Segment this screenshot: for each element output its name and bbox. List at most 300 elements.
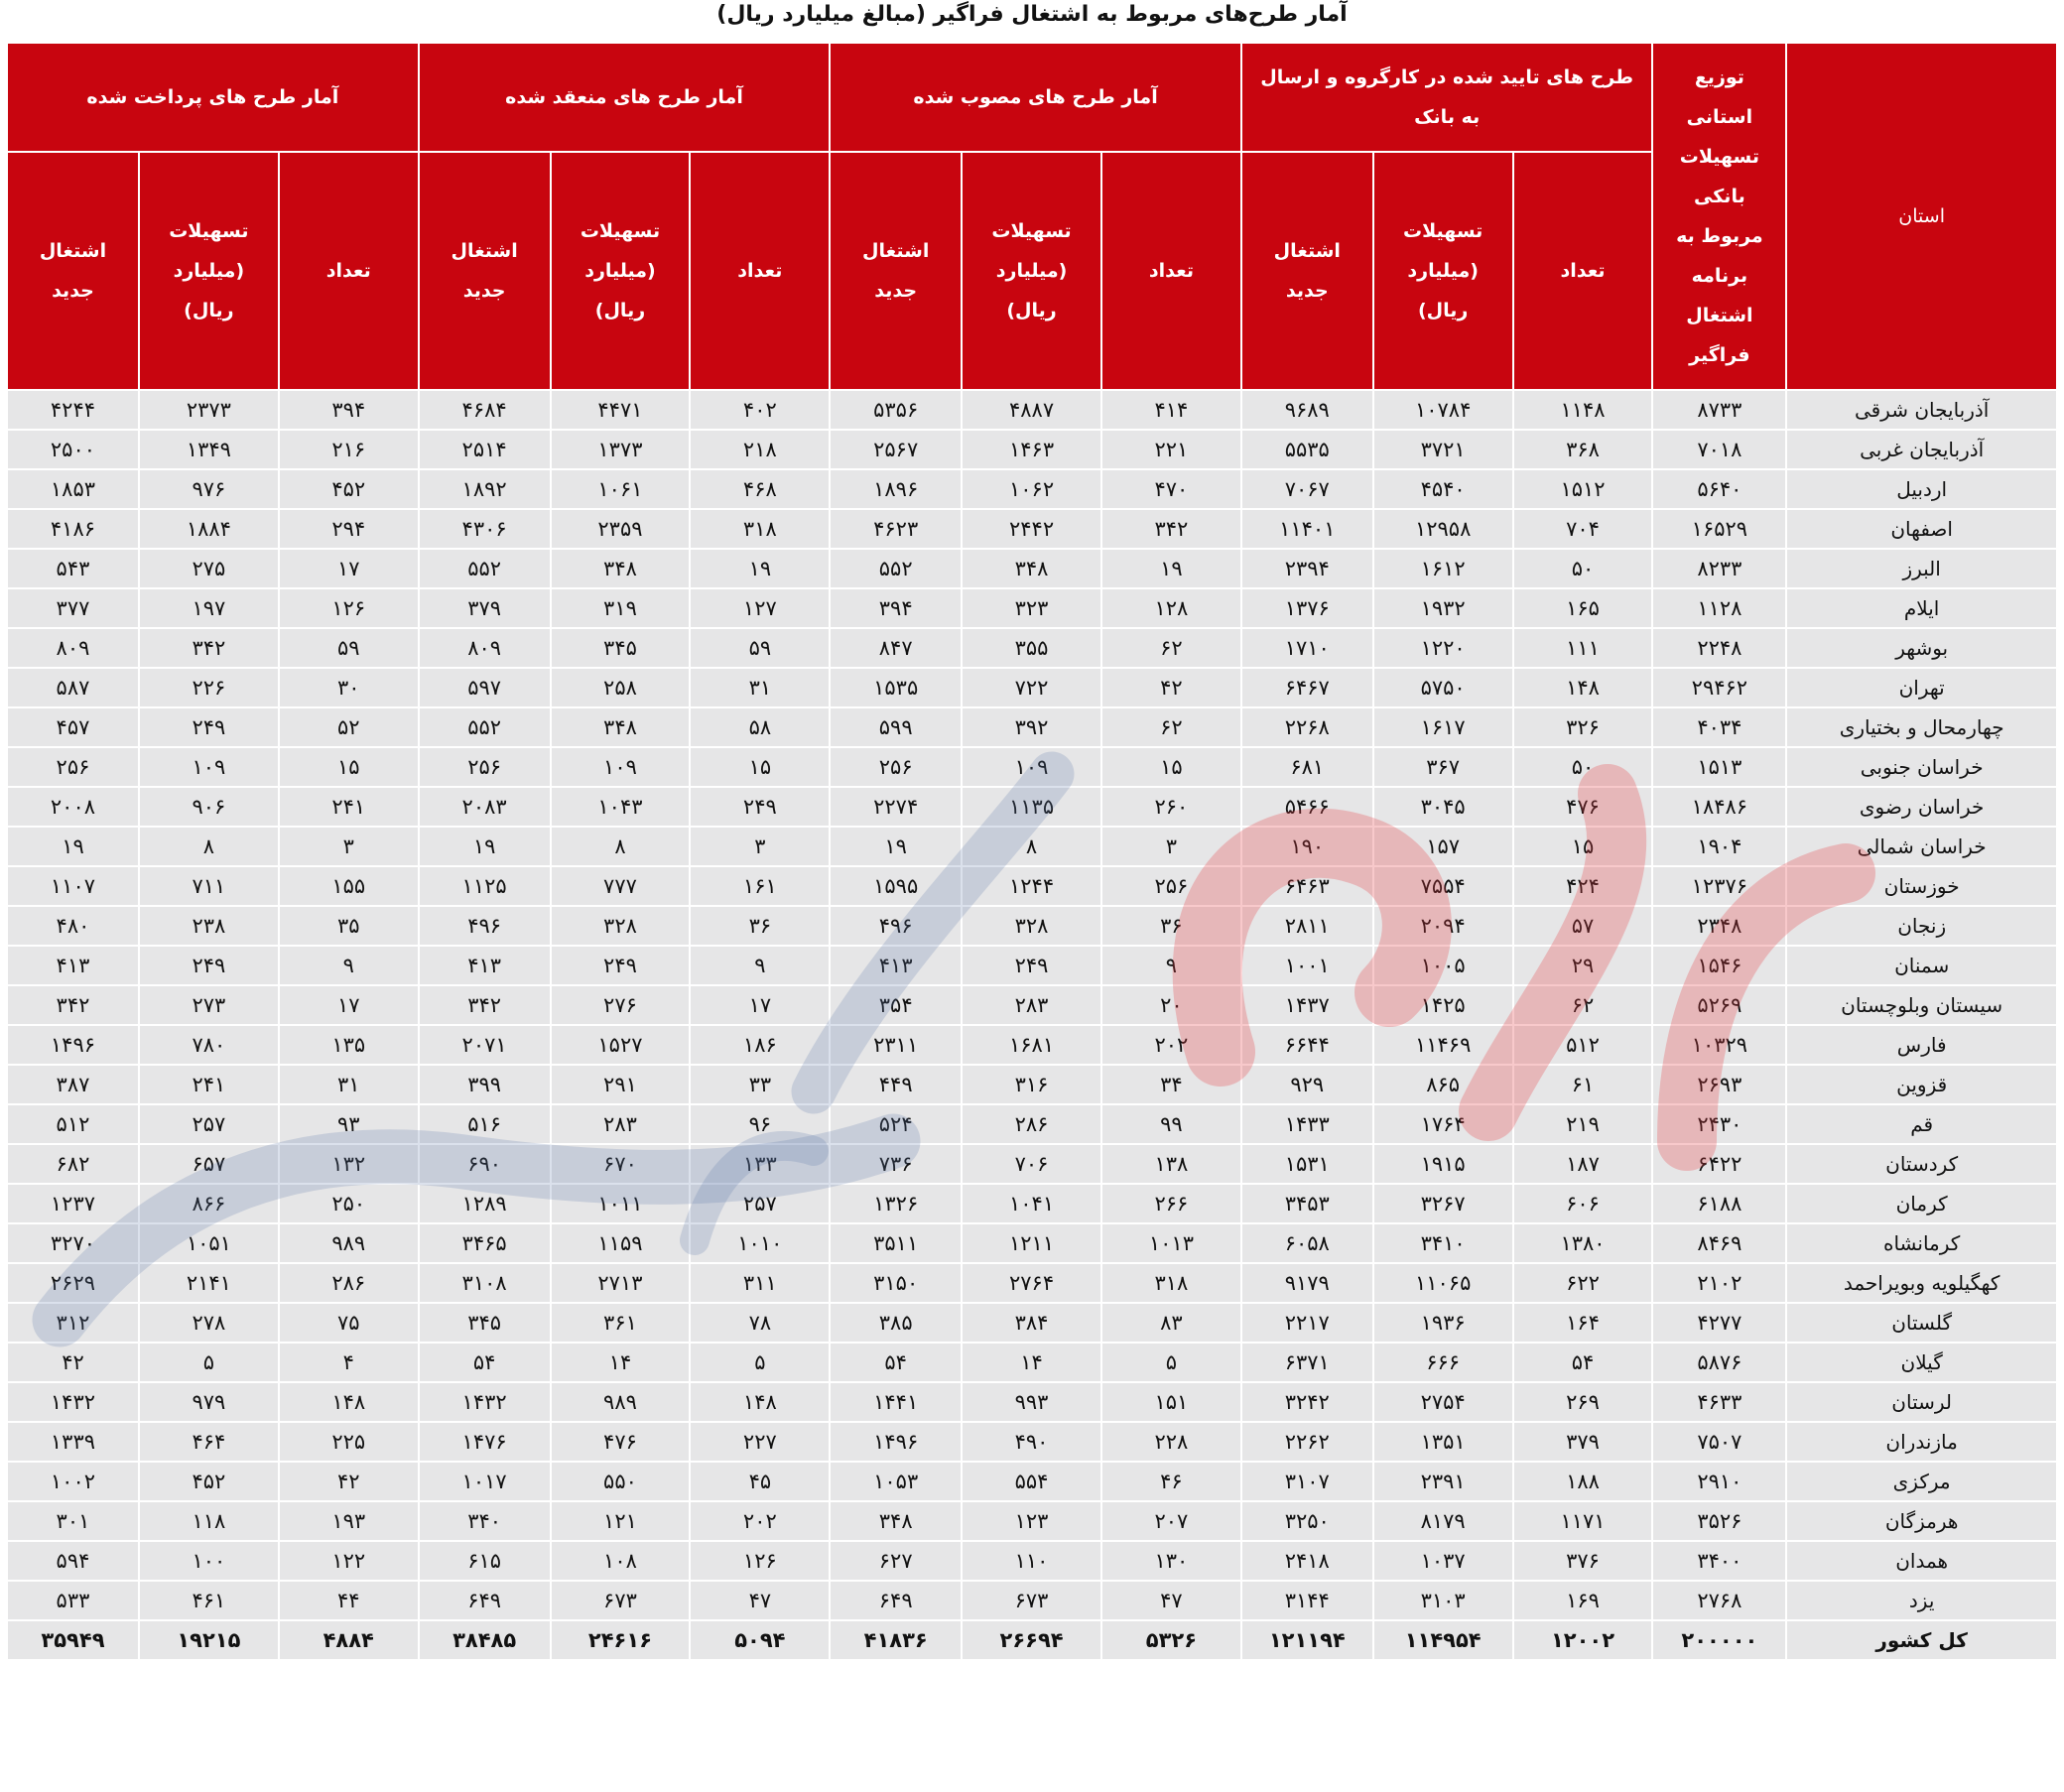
value-cell: ۲۱۴۱	[139, 1263, 279, 1303]
value-cell: ۶۱۵	[419, 1541, 551, 1581]
value-cell: ۲۳۴۸	[1652, 906, 1786, 946]
facilities-header: تسهیلات (میلیارد ریال)	[551, 152, 691, 390]
value-cell: ۱۸۹۶	[830, 469, 962, 509]
value-cell: ۱۳۲	[279, 1144, 419, 1184]
value-cell: ۳۲۴۲	[1241, 1382, 1373, 1422]
value-cell: ۳۵۵	[962, 628, 1101, 668]
value-cell: ۵۰	[1513, 549, 1653, 588]
province-cell: خراسان شمالی	[1786, 827, 2057, 866]
value-cell: ۱۴۹۶	[830, 1422, 962, 1462]
value-cell: ۳۶۸	[1513, 430, 1653, 469]
value-cell: ۳	[1101, 827, 1241, 866]
value-cell: ۱۱۴۶۹	[1373, 1025, 1513, 1065]
province-cell: قزوین	[1786, 1065, 2057, 1104]
value-cell: ۱۴۳۲	[7, 1382, 139, 1422]
value-cell: ۱۰۳۷	[1373, 1541, 1513, 1581]
value-cell: ۲۰۰۸	[7, 787, 139, 827]
value-cell: ۱۰۹	[139, 747, 279, 787]
province-header: استان	[1786, 43, 2057, 390]
value-cell: ۱۷	[690, 985, 830, 1025]
value-cell: ۱۵	[279, 747, 419, 787]
table-row	[7, 1382, 2057, 1422]
value-cell: ۱۹	[7, 827, 139, 866]
value-cell: ۱۰۰۵	[1373, 946, 1513, 985]
value-cell: ۷۰۶	[962, 1144, 1101, 1184]
table-row	[7, 946, 2057, 985]
value-cell: ۲۴۹	[139, 946, 279, 985]
value-cell: ۱۸۴۸۶	[1652, 787, 1786, 827]
value-cell: ۴۸۸۷	[962, 390, 1101, 430]
value-cell: ۳۶	[690, 906, 830, 946]
value-cell: ۴۷۶	[1513, 787, 1653, 827]
value-cell: ۴۹۶	[830, 906, 962, 946]
value-cell: ۲۱۸	[690, 430, 830, 469]
value-cell: ۳۱۸	[1101, 1263, 1241, 1303]
value-cell: ۱۹۷	[139, 588, 279, 628]
value-cell: ۲۲۶۲	[1241, 1422, 1373, 1462]
value-cell: ۳۴۵	[551, 628, 691, 668]
value-cell: ۱۷	[279, 985, 419, 1025]
value-cell: ۴۱۸۳۶	[830, 1620, 962, 1660]
value-cell: ۱۵۱۲	[1513, 469, 1653, 509]
value-cell: ۱۰۳۲۹	[1652, 1025, 1786, 1065]
value-cell: ۱۱۸	[139, 1501, 279, 1541]
value-cell: ۲۷۵۴	[1373, 1382, 1513, 1422]
value-cell: ۱۵	[1513, 827, 1653, 866]
table-row	[7, 827, 2057, 866]
table-row	[7, 390, 2057, 430]
value-cell: ۱۵۳۵	[830, 668, 962, 707]
value-cell: ۲۰۰۰۰۰	[1652, 1620, 1786, 1660]
value-cell: ۴۸۰	[7, 906, 139, 946]
value-cell: ۵۹	[690, 628, 830, 668]
value-cell: ۸۷۳۳	[1652, 390, 1786, 430]
value-cell: ۳۱۱	[690, 1263, 830, 1303]
value-cell: ۴۷۰	[1101, 469, 1241, 509]
value-cell: ۱۳۴۹	[139, 430, 279, 469]
value-cell: ۳۷۶	[1513, 1541, 1653, 1581]
value-cell: ۲۰۸۳	[419, 787, 551, 827]
value-cell: ۹۹	[1101, 1104, 1241, 1144]
province-cell: اردبیل	[1786, 469, 2057, 509]
value-cell: ۵	[690, 1343, 830, 1382]
value-cell: ۶۸۲	[7, 1144, 139, 1184]
value-cell: ۲۷۸	[139, 1303, 279, 1343]
value-cell: ۱۹	[419, 827, 551, 866]
province-cell: خراسان رضوی	[1786, 787, 2057, 827]
value-cell: ۹۸۹	[279, 1223, 419, 1263]
value-cell: ۳۴۰۰	[1652, 1541, 1786, 1581]
value-cell: ۵۶۴۰	[1652, 469, 1786, 509]
value-cell: ۵۴	[830, 1343, 962, 1382]
value-cell: ۳۹۹	[419, 1065, 551, 1104]
value-cell: ۱۵۳۱	[1241, 1144, 1373, 1184]
value-cell: ۲۳۵۹	[551, 509, 691, 549]
value-cell: ۲۴۱	[279, 787, 419, 827]
value-cell: ۲۶۹	[1513, 1382, 1653, 1422]
value-cell: ۴۶	[1101, 1462, 1241, 1501]
value-cell: ۴۷۶	[551, 1422, 691, 1462]
value-cell: ۴۱۳	[419, 946, 551, 985]
value-cell: ۲۳۱۱	[830, 1025, 962, 1065]
value-cell: ۲۹۱	[551, 1065, 691, 1104]
value-cell: ۱۲۰۰۲	[1513, 1620, 1653, 1660]
value-cell: ۳۶۱	[551, 1303, 691, 1343]
value-cell: ۵۴۳	[7, 549, 139, 588]
value-cell: ۲۵۰	[279, 1184, 419, 1223]
value-cell: ۳۱۰۳	[1373, 1581, 1513, 1620]
value-cell: ۳۲۶۷	[1373, 1184, 1513, 1223]
value-cell: ۳۴۶۵	[419, 1223, 551, 1263]
value-cell: ۲۷۶	[551, 985, 691, 1025]
value-cell: ۵۲۶۹	[1652, 985, 1786, 1025]
value-cell: ۵	[1101, 1343, 1241, 1382]
value-cell: ۲۷۱۳	[551, 1263, 691, 1303]
value-cell: ۱۹۳	[279, 1501, 419, 1541]
value-cell: ۱۳۸	[1101, 1144, 1241, 1184]
province-cell: کل کشور	[1786, 1620, 2057, 1660]
value-cell: ۵۱۲	[1513, 1025, 1653, 1065]
value-cell: ۲۷۶۴	[962, 1263, 1101, 1303]
value-cell: ۲۱۶	[279, 430, 419, 469]
value-cell: ۱۳۷۶	[1241, 588, 1373, 628]
value-cell: ۳۵۲۶	[1652, 1501, 1786, 1541]
employment-plans-table	[6, 42, 2058, 1661]
value-cell: ۳۴۲	[419, 985, 551, 1025]
value-cell: ۱۲۱۱	[962, 1223, 1101, 1263]
value-cell: ۱۱۴۸	[1513, 390, 1653, 430]
value-cell: ۵۳۳	[7, 1581, 139, 1620]
new-jobs-header: اشتغال جدید	[1241, 152, 1373, 390]
value-cell: ۳۷۹	[1513, 1422, 1653, 1462]
value-cell: ۱۰۱۳	[1101, 1223, 1241, 1263]
value-cell: ۷۵۰۷	[1652, 1422, 1786, 1462]
value-cell: ۱۱۷۱	[1513, 1501, 1653, 1541]
value-cell: ۱۸۷	[1513, 1144, 1653, 1184]
value-cell: ۱۳۳۹	[7, 1422, 139, 1462]
distribution-header: توزیع استانی تسهیلات بانکی مربوط به برنامه اشتغال فراگیر	[1652, 43, 1786, 390]
value-cell: ۶۱۸۸	[1652, 1184, 1786, 1223]
value-cell: ۶۲۲	[1513, 1263, 1653, 1303]
value-cell: ۱۰۹	[962, 747, 1101, 787]
value-cell: ۲۵۶	[7, 747, 139, 787]
value-cell: ۵۸۷	[7, 668, 139, 707]
value-cell: ۱۸۸	[1513, 1462, 1653, 1501]
value-cell: ۲۴۳۰	[1652, 1104, 1786, 1144]
value-cell: ۱۴۲۵	[1373, 985, 1513, 1025]
table-row	[7, 549, 2057, 588]
value-cell: ۳۴۸	[830, 1501, 962, 1541]
province-cell: البرز	[1786, 549, 2057, 588]
value-cell: ۱۵۱	[1101, 1382, 1241, 1422]
value-cell: ۸۴۶۹	[1652, 1223, 1786, 1263]
value-cell: ۲۵۷	[139, 1104, 279, 1144]
value-cell: ۵۷۵۰	[1373, 668, 1513, 707]
value-cell: ۲۶۶۹۴	[962, 1620, 1101, 1660]
value-cell: ۶۴۲۲	[1652, 1144, 1786, 1184]
value-cell: ۹۹۳	[962, 1382, 1101, 1422]
value-cell: ۶۴۶۳	[1241, 866, 1373, 906]
page-title: آمار طرح‌های مربوط به اشتغال فراگیر (مبالغ میلیارد ریال)	[716, 2, 1348, 27]
value-cell: ۴۲۷۷	[1652, 1303, 1786, 1343]
value-cell: ۹	[1101, 946, 1241, 985]
value-cell: ۳۰۴۵	[1373, 787, 1513, 827]
value-cell: ۵۱۶	[419, 1104, 551, 1144]
province-cell: گیلان	[1786, 1343, 2057, 1382]
value-cell: ۱۴۳۲	[419, 1382, 551, 1422]
value-cell: ۳۱	[690, 668, 830, 707]
value-cell: ۸۳	[1101, 1303, 1241, 1343]
value-cell: ۴۶۳۳	[1652, 1382, 1786, 1422]
value-cell: ۲۵۶۷	[830, 430, 962, 469]
value-cell: ۲۱۰۲	[1652, 1263, 1786, 1303]
value-cell: ۴۴۷۱	[551, 390, 691, 430]
value-cell: ۸	[962, 827, 1101, 866]
value-cell: ۱۰۴۳	[551, 787, 691, 827]
value-cell: ۱۲۶	[690, 1541, 830, 1581]
value-cell: ۲۵۶	[1101, 866, 1241, 906]
province-cell: زنجان	[1786, 906, 2057, 946]
value-cell: ۳۲۵۰	[1241, 1501, 1373, 1541]
value-cell: ۱۱۴۹۵۴	[1373, 1620, 1513, 1660]
value-cell: ۷۸	[690, 1303, 830, 1343]
province-cell: خراسان جنوبی	[1786, 747, 2057, 787]
value-cell: ۱۱۴۰۱	[1241, 509, 1373, 549]
value-cell: ۶۴۶۷	[1241, 668, 1373, 707]
count-header: تعداد	[1513, 152, 1653, 390]
table-row	[7, 668, 2057, 707]
value-cell: ۹۸۹	[551, 1382, 691, 1422]
table-row	[7, 1263, 2057, 1303]
value-cell: ۱۳۷۳	[551, 430, 691, 469]
value-cell: ۴	[279, 1343, 419, 1382]
value-cell: ۱۹۱۵	[1373, 1144, 1513, 1184]
table-row	[7, 787, 2057, 827]
value-cell: ۱۰۹	[551, 747, 691, 787]
value-cell: ۵۹۹	[830, 707, 962, 747]
value-cell: ۸۶۵	[1373, 1065, 1513, 1104]
value-cell: ۳۷۲۱	[1373, 430, 1513, 469]
value-cell: ۴۶۱	[139, 1581, 279, 1620]
value-cell: ۸	[551, 827, 691, 866]
value-cell: ۱۶۱۲	[1373, 549, 1513, 588]
value-cell: ۱۴۳۳	[1241, 1104, 1373, 1144]
table-row	[7, 1144, 2057, 1184]
approved-sent-group-header: طرح های تایید شده در کارگروه و ارسال به بانک	[1241, 43, 1653, 152]
value-cell: ۱۰۰۱	[1241, 946, 1373, 985]
value-cell: ۷۰۴	[1513, 509, 1653, 549]
value-cell: ۷۰۱۸	[1652, 430, 1786, 469]
value-cell: ۱۱۵۹	[551, 1223, 691, 1263]
value-cell: ۲۵۰۰	[7, 430, 139, 469]
value-cell: ۱۰۱۰	[690, 1223, 830, 1263]
province-cell: کرمان	[1786, 1184, 2057, 1223]
value-cell: ۴۵۲	[139, 1462, 279, 1501]
table-row	[7, 906, 2057, 946]
value-cell: ۲۲۱۷	[1241, 1303, 1373, 1343]
value-cell: ۶۰۶	[1513, 1184, 1653, 1223]
value-cell: ۳۱۰۸	[419, 1263, 551, 1303]
value-cell: ۹۷۹	[139, 1382, 279, 1422]
value-cell: ۱۱۳۵	[962, 787, 1101, 827]
value-cell: ۴۵۲	[279, 469, 419, 509]
table-row	[7, 1223, 2057, 1263]
table-row	[7, 866, 2057, 906]
value-cell: ۴۲۴	[1513, 866, 1653, 906]
value-cell: ۳۹۴	[830, 588, 962, 628]
value-cell: ۱۳۳	[690, 1144, 830, 1184]
value-cell: ۳۴۲	[7, 985, 139, 1025]
value-cell: ۱۲۲۰	[1373, 628, 1513, 668]
value-cell: ۱۷۱۰	[1241, 628, 1373, 668]
contracted-group-header: آمار طرح های منعقد شده	[419, 43, 831, 152]
value-cell: ۳۱۲	[7, 1303, 139, 1343]
value-cell: ۶۷۰	[551, 1144, 691, 1184]
facilities-header: تسهیلات (میلیارد ریال)	[962, 152, 1101, 390]
table-row	[7, 985, 2057, 1025]
value-cell: ۴۱۳	[7, 946, 139, 985]
value-cell: ۱۴۸	[1513, 668, 1653, 707]
province-cell: ایلام	[1786, 588, 2057, 628]
value-cell: ۱۲۳	[962, 1501, 1101, 1541]
value-cell: ۱۸۹۲	[419, 469, 551, 509]
value-cell: ۳۹۲	[962, 707, 1101, 747]
value-cell: ۱۰۴۱	[962, 1184, 1101, 1223]
value-cell: ۳۱	[279, 1065, 419, 1104]
value-cell: ۳۲۸	[962, 906, 1101, 946]
value-cell: ۱۵۷	[1373, 827, 1513, 866]
value-cell: ۱۲۷	[690, 588, 830, 628]
value-cell: ۴۶۸۴	[419, 390, 551, 430]
value-cell: ۴۵	[690, 1462, 830, 1501]
value-cell: ۳۰	[279, 668, 419, 707]
value-cell: ۲۰۲	[690, 1501, 830, 1541]
value-cell: ۲۴۶۱۶	[551, 1620, 691, 1660]
value-cell: ۲۵۶	[830, 747, 962, 787]
table-row	[7, 1303, 2057, 1343]
value-cell: ۳۴۸	[551, 549, 691, 588]
value-cell: ۲۰۷	[1101, 1501, 1241, 1541]
value-cell: ۱۲۱	[551, 1501, 691, 1541]
value-cell: ۱۱۱	[1513, 628, 1653, 668]
value-cell: ۱۲۹۵۸	[1373, 509, 1513, 549]
value-cell: ۵۴	[1513, 1343, 1653, 1382]
value-cell: ۲۹۱۰	[1652, 1462, 1786, 1501]
table-row	[7, 1462, 2057, 1501]
value-cell: ۱۳۸۰	[1513, 1223, 1653, 1263]
value-cell: ۳۱۴۴	[1241, 1581, 1373, 1620]
value-cell: ۳۹۴	[279, 390, 419, 430]
value-cell: ۱۲۸۹	[419, 1184, 551, 1223]
value-cell: ۳۴	[1101, 1065, 1241, 1104]
value-cell: ۳۲۷۰	[7, 1223, 139, 1263]
value-cell: ۱۲۳۷۶	[1652, 866, 1786, 906]
value-cell: ۵۹۴	[7, 1541, 139, 1581]
value-cell: ۲۸۳	[551, 1104, 691, 1144]
value-cell: ۲۵۱۴	[419, 430, 551, 469]
value-cell: ۲۸۱۱	[1241, 906, 1373, 946]
value-cell: ۵۲۴	[830, 1104, 962, 1144]
value-cell: ۳۳	[690, 1065, 830, 1104]
value-cell: ۶۰۵۸	[1241, 1223, 1373, 1263]
value-cell: ۲۳۹۱	[1373, 1462, 1513, 1501]
province-cell: اصفهان	[1786, 509, 2057, 549]
value-cell: ۱۵۲۷	[551, 1025, 691, 1065]
value-cell: ۵۳۵۶	[830, 390, 962, 430]
value-cell: ۵	[139, 1343, 279, 1382]
value-cell: ۴۶۸	[690, 469, 830, 509]
value-cell: ۳۸۴	[962, 1303, 1101, 1343]
value-cell: ۱۱۰	[962, 1541, 1101, 1581]
value-cell: ۱۸۶	[690, 1025, 830, 1065]
value-cell: ۵۰	[1513, 747, 1653, 787]
value-cell: ۳۷۹	[419, 588, 551, 628]
value-cell: ۶۱	[1513, 1065, 1653, 1104]
value-cell: ۶۲	[1513, 985, 1653, 1025]
value-cell: ۱۶۱	[690, 866, 830, 906]
province-cell: قم	[1786, 1104, 2057, 1144]
value-cell: ۴۴	[279, 1581, 419, 1620]
value-cell: ۵۴	[419, 1343, 551, 1382]
value-cell: ۶۸۱	[1241, 747, 1373, 787]
value-cell: ۹	[690, 946, 830, 985]
value-cell: ۴۷	[690, 1581, 830, 1620]
value-cell: ۵۱۲	[7, 1104, 139, 1144]
value-cell: ۷۱۱	[139, 866, 279, 906]
value-cell: ۱۹۰۴	[1652, 827, 1786, 866]
value-cell: ۱۶۵۲۹	[1652, 509, 1786, 549]
value-cell: ۸۱۷۹	[1373, 1501, 1513, 1541]
new-jobs-header: اشتغال جدید	[419, 152, 551, 390]
value-cell: ۱۷۶۴	[1373, 1104, 1513, 1144]
value-cell: ۳۴۵	[419, 1303, 551, 1343]
value-cell: ۱۰۱۷	[419, 1462, 551, 1501]
value-cell: ۱۲۳۷	[7, 1184, 139, 1223]
value-cell: ۲۶۹۳	[1652, 1065, 1786, 1104]
value-cell: ۱۸۵۳	[7, 469, 139, 509]
paid-group-header: آمار طرح های پرداخت شده	[7, 43, 419, 152]
value-cell: ۱۰۰۲	[7, 1462, 139, 1501]
value-cell: ۱۹۳۶	[1373, 1303, 1513, 1343]
value-cell: ۱۸۸۴	[139, 509, 279, 549]
value-cell: ۲۷۵	[139, 549, 279, 588]
province-cell: همدان	[1786, 1541, 2057, 1581]
table-row	[7, 509, 2057, 549]
value-cell: ۲۴۹	[962, 946, 1101, 985]
value-cell: ۲۶۰	[1101, 787, 1241, 827]
value-cell: ۶۷۳	[962, 1581, 1101, 1620]
value-cell: ۶۴۹	[830, 1581, 962, 1620]
value-cell: ۲۲۸	[1101, 1422, 1241, 1462]
value-cell: ۱۵۴۶	[1652, 946, 1786, 985]
value-cell: ۹۲۹	[1241, 1065, 1373, 1104]
value-cell: ۱۶۹	[1513, 1581, 1653, 1620]
value-cell: ۱۲۱۱۹۴	[1241, 1620, 1373, 1660]
value-cell: ۵۵۰	[551, 1462, 691, 1501]
province-cell: بوشهر	[1786, 628, 2057, 668]
value-cell: ۱۰۵۱	[139, 1223, 279, 1263]
province-cell: لرستان	[1786, 1382, 2057, 1422]
value-cell: ۲۰۷۱	[419, 1025, 551, 1065]
value-cell: ۳۱۹	[551, 588, 691, 628]
value-cell: ۹۱۷۹	[1241, 1263, 1373, 1303]
facilities-header: تسهیلات (میلیارد ریال)	[139, 152, 279, 390]
value-cell: ۲۸۶	[279, 1263, 419, 1303]
table-row	[7, 747, 2057, 787]
value-cell: ۴۳۰۶	[419, 509, 551, 549]
value-cell: ۱۱۰۷	[7, 866, 139, 906]
value-cell: ۲۲۶۸	[1241, 707, 1373, 747]
